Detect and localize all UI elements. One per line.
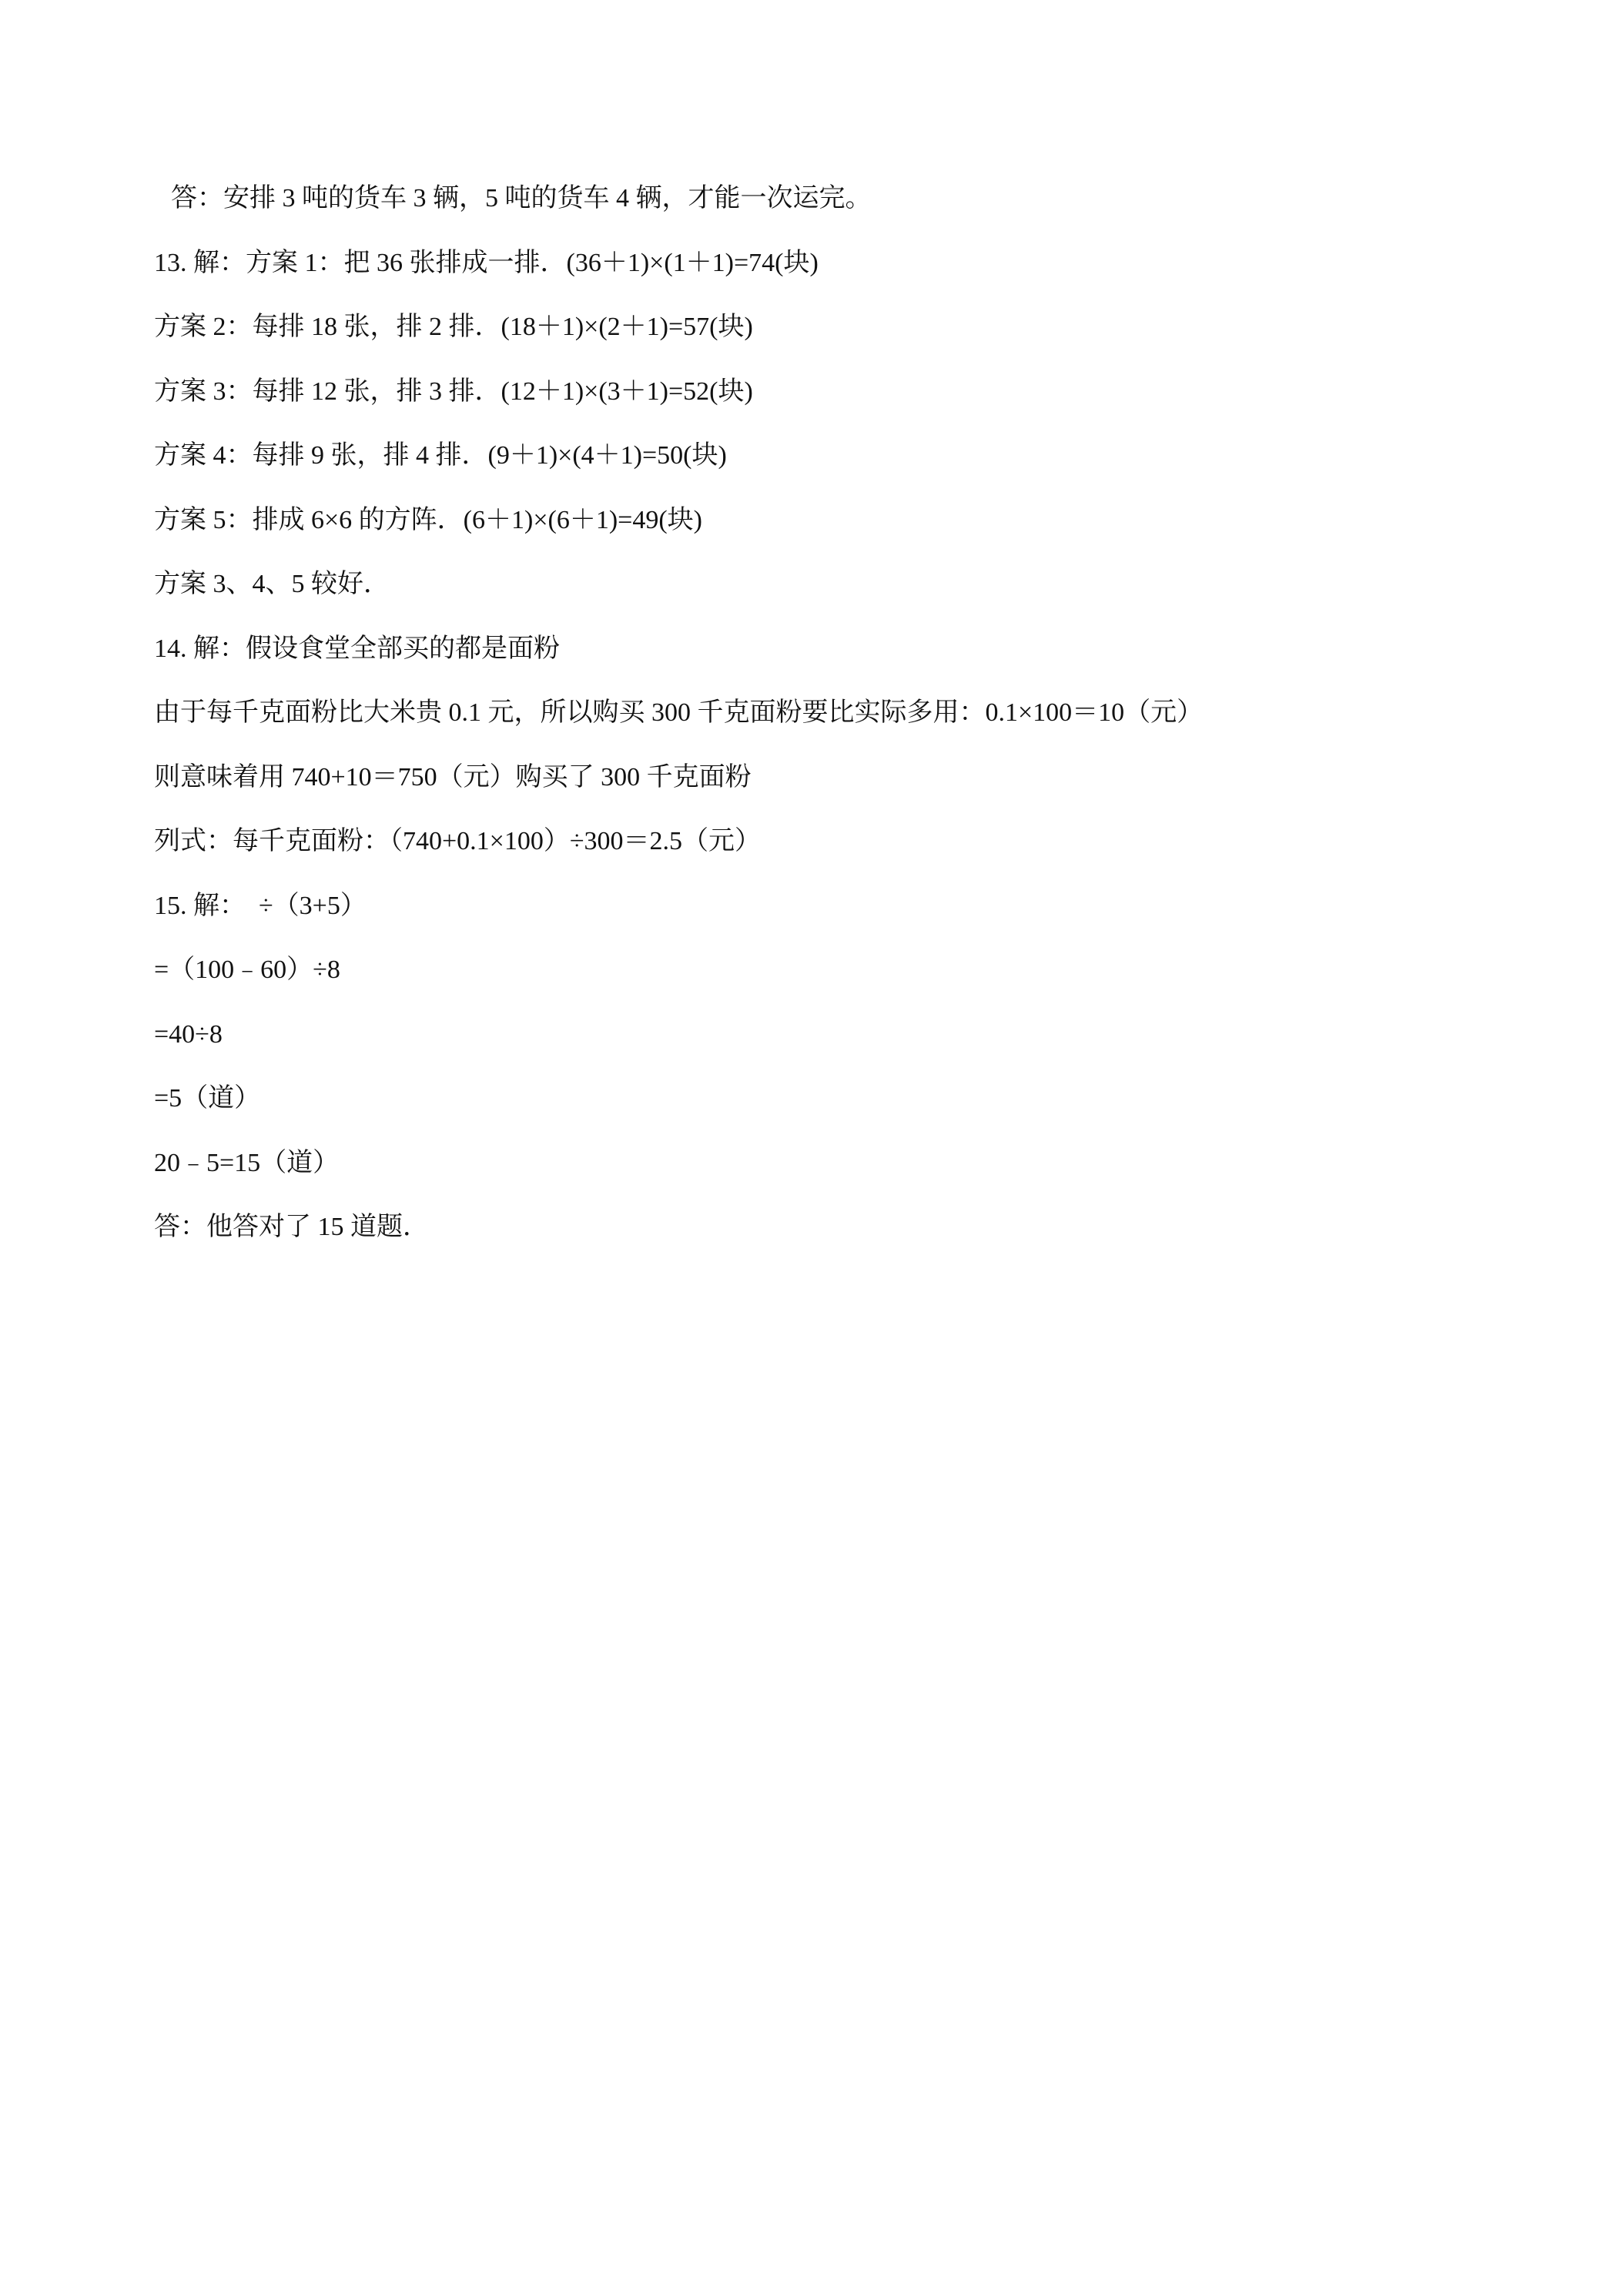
problem-13-conclusion: 方案 3、4、5 较好． (154, 570, 390, 598)
problem-14-reasoning: 由于每千克面粉比大米贵 0.1 元，所以购买 300 千克面粉要比实际多用：0.1×100＝10（元） (154, 698, 1204, 727)
answer-content (154, 166, 1478, 1260)
problem-15-step-3: =5（道） (154, 1084, 261, 1113)
answer-12-conclusion: 答：安排 3 吨的货车 3 辆，5 吨的货车 4 辆，才能一次运完。 (171, 184, 872, 213)
problem-13-plan-4: 方案 4：每排 9 张，排 4 排．(9＋1)×(4＋1)=50(块) (154, 441, 727, 470)
problem-13-plan-2: 方案 2：每排 18 张，排 2 排．(18＋1)×(2＋1)=57(块) (154, 313, 753, 341)
problem-13-plan-5: 方案 5：排成 6×6 的方阵．(6＋1)×(6＋1)=49(块) (154, 505, 702, 534)
problem-15-step-2: =40÷8 (154, 1019, 223, 1049)
problem-14-equation: 列式：每千克面粉：（740+0.1×100）÷300＝2.5（元） (154, 827, 762, 855)
problem-15-step-1: =（100﹣60）÷8 (154, 956, 340, 984)
problem-15-conclusion: 答：他答对了 15 道题． (154, 1213, 429, 1241)
problem-15-step-4: 20﹣5=15（道） (154, 1148, 340, 1177)
problem-13-plan-3: 方案 3：每排 12 张，排 3 排．(12＋1)×(3＋1)=52(块) (154, 377, 753, 406)
problem-13-plan-1: 13. 解：方案 1：把 36 张排成一排．(36＋1)×(1＋1)=74(块) (154, 248, 819, 277)
problem-15-start: 15. 解： ÷（3+5） (154, 891, 367, 920)
problem-14-assumption: 14. 解：假设食堂全部买的都是面粉 (154, 634, 560, 663)
problem-14-meaning: 则意味着用 740+10＝750（元）购买了 300 千克面粉 (154, 762, 752, 792)
